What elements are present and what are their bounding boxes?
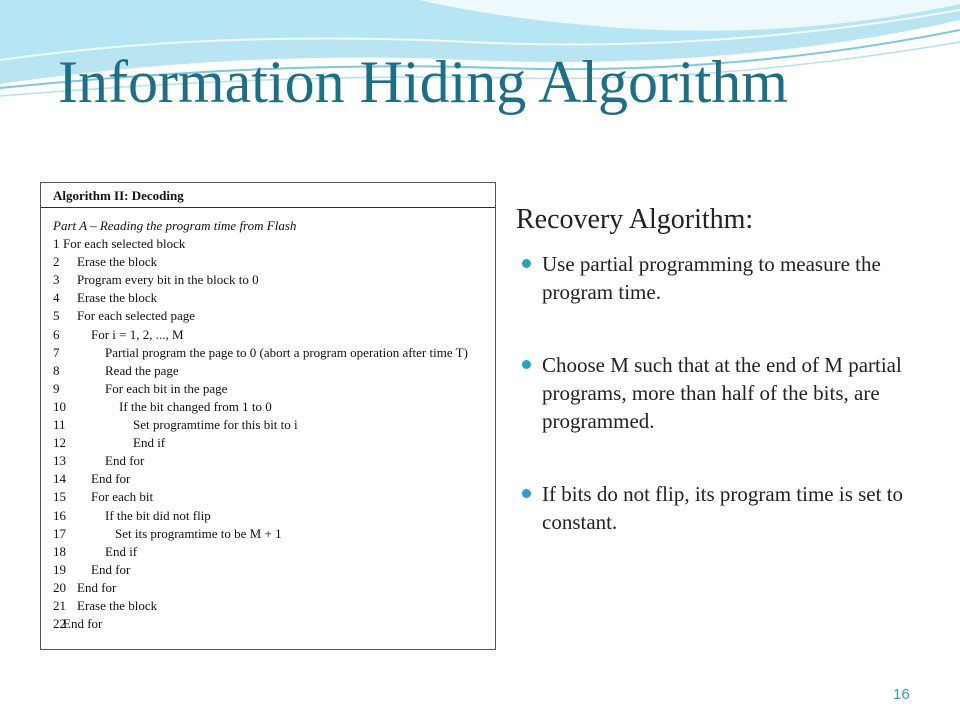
algorithm-line: 8 Read the page <box>53 362 179 378</box>
bullet-item: Use partial programming to measure the program time. <box>516 250 946 306</box>
algorithm-line: 16 If the bit did not flip <box>53 507 211 523</box>
algorithm-line: 14 End for <box>53 471 131 487</box>
algorithm-line: 9 For each bit in the page <box>53 380 228 396</box>
algorithm-line: 11 Set programtime for this bit to i <box>53 417 298 433</box>
bullet-dot-icon <box>522 360 531 369</box>
algorithm-line: 20 End for <box>53 579 117 595</box>
algorithm-line: 12 End if <box>53 435 166 451</box>
algorithm-line: 18 End if <box>53 543 138 559</box>
algorithm-part-a-heading: Part A – Reading the program time from Flash <box>53 218 297 233</box>
bullet-dot-icon <box>522 259 531 268</box>
algorithm-line: 10 If the bit changed from 1 to 0 <box>53 398 272 414</box>
recovery-heading: Recovery Algorithm: <box>516 204 754 235</box>
algorithm-line: 5 For each selected page <box>53 308 196 324</box>
algorithm-line: 4 Erase the block <box>53 290 158 306</box>
algorithm-line: 17 Set its programtime to be M + 1 <box>53 525 282 541</box>
algorithm-line: 3 Program every bit in the block to 0 <box>53 272 259 288</box>
algorithm-line: 2 Erase the block <box>53 254 158 270</box>
algorithm-title: Algorithm II: Decoding <box>53 188 184 203</box>
algorithm-line: 19 End for <box>53 561 131 577</box>
bullet-item: Choose M such that at the end of M partial programs, more than half of the bits, are programmed. <box>516 351 946 435</box>
algorithm-line: 15 For each bit <box>53 489 154 505</box>
slide-title: Information Hiding Algorithm <box>58 49 788 115</box>
recovery-panel <box>516 200 946 536</box>
bullet-item: If bits do not flip, its program time is set to constant. <box>516 480 946 536</box>
algorithm-line: 21 Erase the block <box>53 597 158 613</box>
algorithm-divider <box>41 207 495 208</box>
algorithm-line: 7 Partial program the page to 0 (abort a program operation after time T) <box>53 344 468 360</box>
recovery-bullet-list <box>516 250 946 536</box>
bullet-dot-icon <box>522 489 531 498</box>
algorithm-line: 1 For each selected block <box>53 236 186 252</box>
algorithm-line: 22End for <box>53 616 103 632</box>
algorithm-box <box>40 182 496 650</box>
algorithm-line: 13 End for <box>53 453 145 469</box>
page-number: 16 <box>893 686 910 703</box>
algorithm-line: 6 For i = 1, 2, ..., M <box>53 326 184 342</box>
